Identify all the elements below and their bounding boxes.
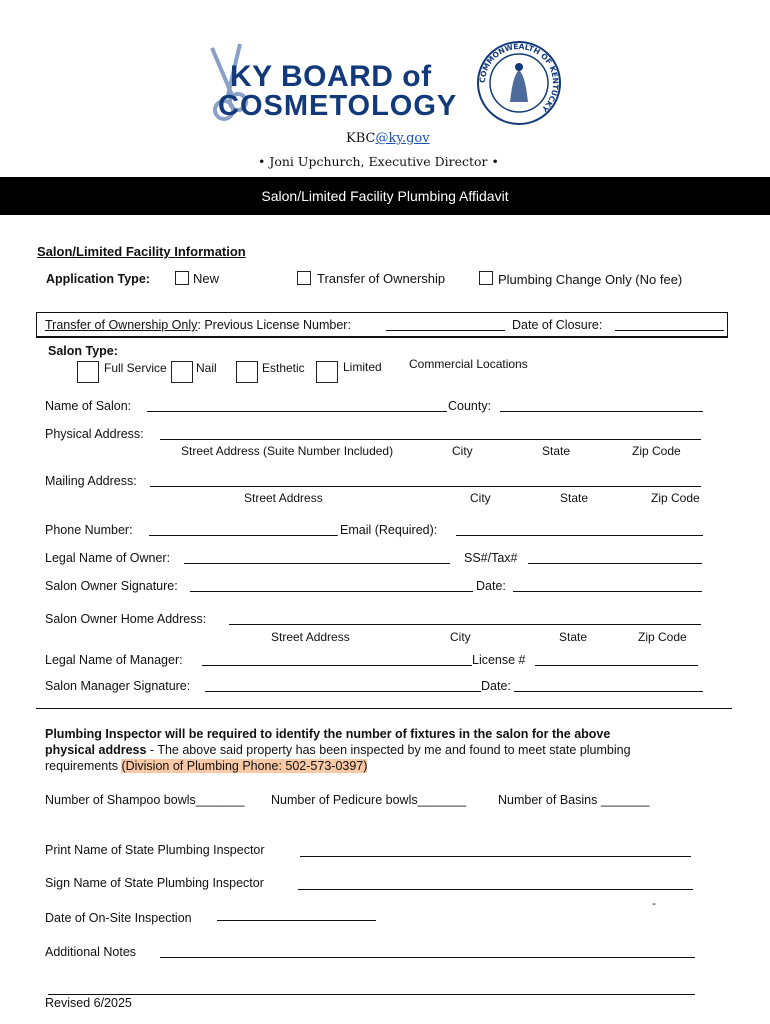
owner-signature-field[interactable]: [190, 591, 473, 592]
checkbox-nail[interactable]: [171, 361, 193, 383]
stray-mark: -: [652, 896, 656, 910]
legal-owner-field[interactable]: [184, 563, 450, 564]
owner-home-label: Salon Owner Home Address:: [45, 612, 207, 626]
logo-line2: COSMETOLOGY: [218, 90, 458, 122]
manager-signature-label: Salon Manager Signature:: [45, 679, 191, 693]
mailing-address-field[interactable]: [150, 486, 701, 487]
inspector-instructions-line1: Plumbing Inspector will be required to identify the number of fixtures in the salon for the above: [45, 727, 611, 741]
legal-manager-field[interactable]: [202, 665, 472, 666]
physical-city-caption: City: [452, 444, 473, 458]
salon-name-label: Name of Salon:: [45, 399, 132, 413]
ss-tax-field[interactable]: [528, 563, 702, 564]
additional-notes-field-2[interactable]: [48, 994, 695, 995]
basins-field[interactable]: Number of Basins _______: [498, 793, 650, 807]
additional-notes-label: Additional Notes: [45, 945, 137, 959]
license-label: License #: [472, 653, 526, 667]
full-service-label: Full Service: [104, 361, 167, 375]
home-city-caption: City: [450, 630, 471, 644]
owner-date-field[interactable]: [513, 591, 702, 592]
owner-home-field[interactable]: [229, 624, 701, 625]
checkbox-esthetic[interactable]: [236, 361, 258, 383]
home-street-caption: Street Address: [271, 630, 350, 644]
inspection-date-label: Date of On-Site Inspection: [45, 911, 192, 925]
checkbox-plumbing-change[interactable]: [479, 271, 493, 285]
option-new-label: New: [193, 271, 220, 286]
phone-label: Phone Number:: [45, 523, 133, 537]
option-transfer-label: Transfer of Ownership: [317, 271, 446, 286]
commercial-locations-label: Commercial Locations: [409, 357, 528, 371]
legal-manager-label: Legal Name of Manager:: [45, 653, 183, 667]
home-zip-caption: Zip Code: [638, 630, 687, 644]
inspector-instructions-line2: physical address - The above said property has been inspected by me and found to meet state plumbing: [45, 743, 631, 757]
date-closure-label: Date of Closure:: [512, 318, 603, 332]
transfer-label: Transfer of Ownership Only: Previous License Number:: [45, 318, 351, 332]
checkbox-full-service[interactable]: [77, 361, 99, 383]
application-type-label: Application Type:: [46, 272, 150, 286]
phone-field[interactable]: [149, 535, 338, 536]
pedicure-bowls-field[interactable]: Number of Pedicure bowls_______: [271, 793, 467, 807]
section-heading: Salon/Limited Facility Information: [37, 244, 246, 259]
mailing-address-label: Mailing Address:: [45, 474, 137, 488]
shampoo-bowls-field[interactable]: Number of Shampoo bowls_______: [45, 793, 245, 807]
mailing-city-caption: City: [470, 491, 491, 505]
title-bar: [0, 177, 770, 215]
physical-address-field[interactable]: [160, 439, 701, 440]
additional-notes-field[interactable]: [160, 957, 695, 958]
manager-date-label: Date:: [481, 679, 511, 693]
checkbox-new[interactable]: [175, 271, 189, 285]
date-closure-field[interactable]: [615, 330, 724, 331]
limited-label: Limited: [343, 360, 382, 374]
manager-signature-field[interactable]: [205, 691, 481, 692]
plumbing-phone-highlight: (Division of Plumbing Phone: 502-573-0397): [121, 759, 368, 773]
inspector-instructions-line3: requirements (Division of Plumbing Phone: 502-573-0397): [45, 759, 368, 773]
county-field[interactable]: [500, 411, 703, 412]
ss-tax-label: SS#/Tax#: [464, 551, 518, 565]
mailing-zip-caption: Zip Code: [651, 491, 700, 505]
physical-state-caption: State: [542, 444, 571, 458]
previous-license-field[interactable]: [386, 330, 505, 331]
print-name-label: Print Name of State Plumbing Inspector: [45, 843, 265, 857]
mailing-state-caption: State: [560, 491, 589, 505]
section-divider: [36, 708, 732, 709]
sign-name-label: Sign Name of State Plumbing Inspector: [45, 876, 264, 890]
inspection-date-field[interactable]: [217, 920, 376, 921]
salon-type-label: Salon Type:: [48, 344, 118, 358]
checkbox-transfer[interactable]: [297, 271, 311, 285]
form-title: Salon/Limited Facility Plumbing Affidavit: [261, 188, 509, 204]
revised-date: Revised 6/2025: [45, 996, 132, 1010]
license-field[interactable]: [535, 665, 698, 666]
print-name-field[interactable]: [300, 856, 691, 857]
nail-label: Nail: [196, 361, 217, 375]
physical-street-caption: Street Address (Suite Number Included): [181, 444, 394, 458]
kentucky-seal: [476, 40, 562, 126]
home-state-caption: State: [559, 630, 588, 644]
executive-director: • Joni Upchurch, Executive Director •: [258, 154, 499, 169]
physical-zip-caption: Zip Code: [632, 444, 681, 458]
manager-date-field[interactable]: [514, 691, 703, 692]
email-label: Email (Required):: [340, 523, 438, 537]
email-field[interactable]: [456, 535, 703, 536]
checkbox-limited[interactable]: [316, 361, 338, 383]
logo-line1: KY BOARD of: [230, 60, 432, 93]
owner-date-label: Date:: [476, 579, 506, 593]
owner-signature-label: Salon Owner Signature:: [45, 579, 178, 593]
mailing-street-caption: Street Address: [244, 491, 323, 505]
county-label: County:: [448, 399, 492, 413]
esthetic-label: Esthetic: [262, 361, 305, 375]
option-plumbing-label: Plumbing Change Only (No fee): [498, 272, 683, 287]
salon-name-field[interactable]: [147, 411, 447, 412]
svg-text:COMMONWEALTH OF KENTUCKY: COMMONWEALTH OF KENTUCKY: [477, 41, 561, 114]
physical-address-label: Physical Address:: [45, 427, 144, 441]
legal-owner-label: Legal Name of Owner:: [45, 551, 171, 565]
sign-name-field[interactable]: [298, 889, 693, 890]
board-email[interactable]: KBC@ky.gov: [346, 131, 430, 146]
